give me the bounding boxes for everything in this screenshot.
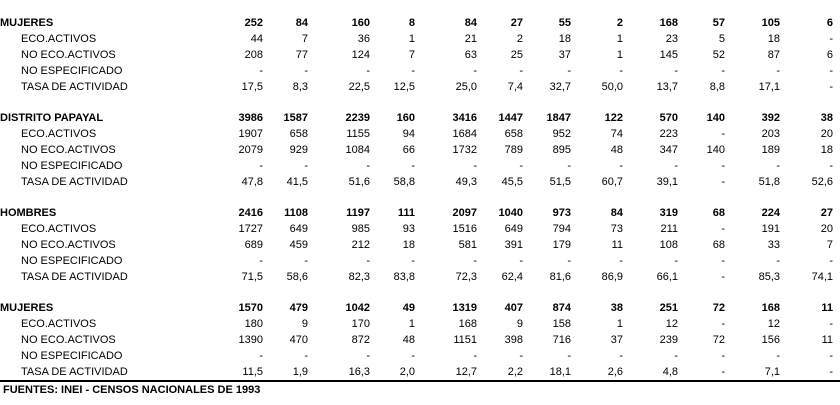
census-table xyxy=(0,15,833,380)
cell-value: 179 xyxy=(552,239,571,251)
cell-value: 2416 xyxy=(238,207,263,219)
cell-value: 36 xyxy=(357,33,370,45)
cell-value: 41,5 xyxy=(286,176,308,188)
cell-value: 2,0 xyxy=(399,366,415,378)
cell-value: - xyxy=(721,65,725,77)
cell-value: 459 xyxy=(289,239,308,251)
cell-value: 21 xyxy=(464,33,477,45)
cell-value: 51,6 xyxy=(348,176,370,188)
cell-value: 3416 xyxy=(452,112,477,124)
table-row xyxy=(0,15,833,31)
cell-value: 32,7 xyxy=(549,81,571,93)
cell-value: 1847 xyxy=(546,112,571,124)
table-row xyxy=(0,142,833,158)
cell-value: 1447 xyxy=(498,112,523,124)
cell-value: 8,8 xyxy=(709,81,725,93)
cell-value: - xyxy=(304,255,308,267)
row-label: ECO.ACTIVOS xyxy=(21,318,97,330)
cell-value: - xyxy=(674,65,678,77)
cell-value: 16,3 xyxy=(348,366,370,378)
cell-value: 11 xyxy=(611,239,623,251)
cell-value: 191 xyxy=(761,223,780,235)
cell-value: 48 xyxy=(610,144,623,156)
cell-value: 2097 xyxy=(452,207,477,219)
cell-value: 81,6 xyxy=(549,271,571,283)
cell-value: 145 xyxy=(659,49,678,61)
cell-value: 203 xyxy=(761,128,780,140)
table-row xyxy=(0,253,833,269)
cell-value: 74,1 xyxy=(811,271,833,283)
cell-value: 1 xyxy=(616,318,623,330)
cell-value: 37 xyxy=(558,49,571,61)
cell-value: - xyxy=(366,255,370,267)
cell-value: 2,6 xyxy=(607,366,623,378)
cell-value: 168 xyxy=(761,302,780,314)
spacer-cell xyxy=(0,285,833,300)
cell-value: 13,7 xyxy=(656,81,678,93)
cell-value: - xyxy=(829,255,833,267)
cell-value: - xyxy=(776,350,780,362)
cell-value: 87 xyxy=(767,49,780,61)
cell-value: - xyxy=(411,160,415,172)
cell-value: 63 xyxy=(464,49,477,61)
cell-value: 12 xyxy=(767,318,780,330)
cell-value: 1319 xyxy=(452,302,477,314)
cell-value: 60,7 xyxy=(601,176,623,188)
cell-value: 407 xyxy=(504,302,523,314)
cell-value: 2 xyxy=(616,17,623,29)
cell-value: 160 xyxy=(396,112,415,124)
row-label: NO ESPECIFICADO xyxy=(21,255,123,267)
cell-value: 17,5 xyxy=(241,81,263,93)
cell-value: 1587 xyxy=(283,112,308,124)
cell-value: 11 xyxy=(821,334,833,346)
cell-value: 160 xyxy=(351,17,370,29)
cell-value: 479 xyxy=(289,302,308,314)
cell-value: 224 xyxy=(761,207,780,219)
cell-value: 84 xyxy=(610,207,623,219)
cell-value: 62,4 xyxy=(501,271,523,283)
cell-value: 9 xyxy=(301,318,308,330)
cell-value: 1108 xyxy=(284,207,308,219)
cell-value: 2239 xyxy=(345,112,370,124)
cell-value: 239 xyxy=(659,334,678,346)
cell-value: 12 xyxy=(665,318,678,330)
cell-value: 1040 xyxy=(498,207,523,219)
cell-value: 252 xyxy=(244,17,263,29)
cell-value: 12,5 xyxy=(393,81,415,93)
table-row xyxy=(0,31,833,47)
cell-value: 140 xyxy=(706,112,725,124)
cell-value: 1516 xyxy=(452,223,477,235)
cell-value: 872 xyxy=(351,334,370,346)
cell-value: - xyxy=(721,271,725,283)
cell-value: 208 xyxy=(244,49,263,61)
cell-value: - xyxy=(519,255,523,267)
cell-value: 105 xyxy=(761,17,780,29)
cell-value: 74 xyxy=(610,128,623,140)
cell-value: 51,8 xyxy=(758,176,780,188)
table-row xyxy=(0,110,833,126)
cell-value: 689 xyxy=(244,239,263,251)
cell-value: 93 xyxy=(402,223,415,235)
spacer-row xyxy=(0,285,833,300)
cell-value: 72,3 xyxy=(455,271,477,283)
row-label: DISTRITO PAPAYAL xyxy=(0,112,104,124)
spacer-cell xyxy=(0,95,833,110)
row-label: TASA DE ACTIVIDAD xyxy=(21,81,128,93)
cell-value: - xyxy=(776,65,780,77)
cell-value: - xyxy=(304,350,308,362)
cell-value: 58,8 xyxy=(393,176,415,188)
cell-value: 12,7 xyxy=(455,366,477,378)
cell-value: 82,3 xyxy=(348,271,370,283)
cell-value: - xyxy=(304,65,308,77)
row-label: NO ECO.ACTIVOS xyxy=(21,144,116,156)
row-label: TASA DE ACTIVIDAD xyxy=(21,366,128,378)
row-label: HOMBRES xyxy=(0,207,57,219)
cell-value: 1155 xyxy=(346,128,370,140)
cell-value: 22,5 xyxy=(348,81,370,93)
spacer-row xyxy=(0,190,833,205)
cell-value: - xyxy=(721,350,725,362)
table-row xyxy=(0,300,833,316)
cell-value: - xyxy=(411,350,415,362)
cell-value: - xyxy=(259,255,263,267)
cell-value: 973 xyxy=(552,207,571,219)
cell-value: 581 xyxy=(458,239,477,251)
cell-value: - xyxy=(829,65,833,77)
cell-value: 68 xyxy=(712,239,725,251)
cell-value: 27 xyxy=(820,207,833,219)
row-label: MUJERES xyxy=(0,17,54,29)
cell-value: - xyxy=(829,318,833,330)
cell-value: 158 xyxy=(552,318,571,330)
cell-value: - xyxy=(829,350,833,362)
cell-value: 77 xyxy=(295,49,308,61)
cell-value: - xyxy=(567,350,571,362)
cell-value: 2,2 xyxy=(507,366,523,378)
cell-value: 85,3 xyxy=(758,271,780,283)
cell-value: 18 xyxy=(767,33,780,45)
cell-value: 2079 xyxy=(238,144,263,156)
table-row xyxy=(0,316,833,332)
cell-value: 789 xyxy=(504,144,523,156)
table-row xyxy=(0,348,833,364)
cell-value: 68 xyxy=(712,207,725,219)
cell-value: 398 xyxy=(504,334,523,346)
cell-value: 392 xyxy=(761,112,780,124)
cell-value: - xyxy=(259,350,263,362)
cell-value: 111 xyxy=(397,207,415,219)
cell-value: 1084 xyxy=(345,144,370,156)
cell-value: - xyxy=(473,160,477,172)
cell-value: 45,5 xyxy=(501,176,523,188)
cell-value: 2 xyxy=(516,33,523,45)
cell-value: 658 xyxy=(504,128,523,140)
cell-value: - xyxy=(721,318,725,330)
cell-value: 84 xyxy=(295,17,308,29)
cell-value: 52,6 xyxy=(811,176,833,188)
cell-value: 66 xyxy=(402,144,415,156)
cell-value: 649 xyxy=(504,223,523,235)
row-label: NO ECO.ACTIVOS xyxy=(21,334,116,346)
cell-value: - xyxy=(366,160,370,172)
cell-value: 72 xyxy=(712,302,725,314)
cell-value: 39,1 xyxy=(656,176,678,188)
cell-value: 1151 xyxy=(453,334,477,346)
footer-note xyxy=(0,380,840,397)
row-label: ECO.ACTIVOS xyxy=(21,223,97,235)
cell-value: 50,0 xyxy=(601,81,623,93)
cell-value: 51,5 xyxy=(549,176,571,188)
cell-value: 38 xyxy=(820,112,833,124)
table-row xyxy=(0,174,833,190)
cell-value: - xyxy=(674,160,678,172)
cell-value: - xyxy=(366,350,370,362)
cell-value: - xyxy=(473,350,477,362)
cell-value: - xyxy=(411,255,415,267)
cell-value: 140 xyxy=(706,144,725,156)
cell-value: 1907 xyxy=(238,128,263,140)
row-label: TASA DE ACTIVIDAD xyxy=(21,176,128,188)
table-row xyxy=(0,332,833,348)
cell-value: 1684 xyxy=(452,128,477,140)
table-row xyxy=(0,126,833,142)
cell-value: - xyxy=(619,160,623,172)
spacer-row xyxy=(0,95,833,110)
cell-value: 84 xyxy=(464,17,477,29)
cell-value: - xyxy=(776,255,780,267)
cell-value: 985 xyxy=(351,223,370,235)
cell-value: - xyxy=(259,160,263,172)
table-row xyxy=(0,269,833,285)
cell-value: - xyxy=(829,33,833,45)
row-label: MUJERES xyxy=(0,302,54,314)
cell-value: 470 xyxy=(289,334,308,346)
cell-value: 58,6 xyxy=(286,271,308,283)
cell-value: - xyxy=(259,65,263,77)
cell-value: - xyxy=(567,65,571,77)
cell-value: - xyxy=(721,160,725,172)
cell-value: - xyxy=(519,160,523,172)
cell-value: 11,5 xyxy=(242,366,263,378)
row-label: NO ECO.ACTIVOS xyxy=(21,239,116,251)
cell-value: - xyxy=(674,255,678,267)
cell-value: 1 xyxy=(408,33,415,45)
cell-value: 7 xyxy=(826,239,833,251)
cell-value: 27 xyxy=(510,17,523,29)
cell-value: 170 xyxy=(351,318,370,330)
cell-value: 18 xyxy=(402,239,415,251)
cell-value: 1,9 xyxy=(292,366,308,378)
cell-value: - xyxy=(721,223,725,235)
cell-value: 1197 xyxy=(346,207,370,219)
cell-value: 6 xyxy=(826,17,833,29)
cell-value: 189 xyxy=(761,144,780,156)
table-row xyxy=(0,79,833,95)
cell-value: 5 xyxy=(718,33,725,45)
cell-value: 25 xyxy=(510,49,523,61)
cell-value: - xyxy=(721,255,725,267)
cell-value: - xyxy=(721,128,725,140)
cell-value: 17,1 xyxy=(758,81,780,93)
cell-value: 122 xyxy=(604,112,623,124)
table-row xyxy=(0,221,833,237)
cell-value: 929 xyxy=(289,144,308,156)
cell-value: 8 xyxy=(408,17,415,29)
cell-value: 6 xyxy=(826,49,833,61)
cell-value: - xyxy=(829,366,833,378)
row-label: ECO.ACTIVOS xyxy=(21,128,97,140)
cell-value: 94 xyxy=(402,128,415,140)
cell-value: - xyxy=(829,81,833,93)
cell-value: 55 xyxy=(558,17,571,29)
cell-value: - xyxy=(619,255,623,267)
cell-value: 47,8 xyxy=(241,176,263,188)
cell-value: 37 xyxy=(610,334,623,346)
cell-value: 72 xyxy=(712,334,725,346)
cell-value: 716 xyxy=(552,334,571,346)
cell-value: 18 xyxy=(558,33,571,45)
cell-value: - xyxy=(567,160,571,172)
cell-value: - xyxy=(519,65,523,77)
cell-value: 66,1 xyxy=(656,271,678,283)
cell-value: - xyxy=(619,350,623,362)
cell-value: 952 xyxy=(552,128,571,140)
cell-value: 1 xyxy=(616,33,623,45)
cell-value: - xyxy=(366,65,370,77)
cell-value: 212 xyxy=(351,239,370,251)
table-row xyxy=(0,47,833,63)
cell-value: - xyxy=(411,65,415,77)
cell-value: 794 xyxy=(552,223,571,235)
row-label: NO ECO.ACTIVOS xyxy=(21,49,116,61)
source-text: FUENTES: INEI - CENSOS NACIONALES DE 1993 xyxy=(3,384,261,396)
cell-value: 7 xyxy=(408,49,415,61)
cell-value: - xyxy=(674,350,678,362)
cell-value: 319 xyxy=(659,207,678,219)
table-row xyxy=(0,237,833,253)
cell-value: 4,8 xyxy=(662,366,678,378)
row-label: NO ESPECIFICADO xyxy=(21,65,123,77)
cell-value: 86,9 xyxy=(601,271,623,283)
table-row xyxy=(0,63,833,79)
cell-value: 7,1 xyxy=(764,366,780,378)
cell-value: 8,3 xyxy=(292,81,308,93)
cell-value: 1732 xyxy=(452,144,477,156)
cell-value: - xyxy=(776,160,780,172)
cell-value: 156 xyxy=(761,334,780,346)
cell-value: 649 xyxy=(289,223,308,235)
cell-value: 83,8 xyxy=(393,271,415,283)
cell-value: 20 xyxy=(820,128,833,140)
cell-value: 895 xyxy=(552,144,571,156)
cell-value: 20 xyxy=(820,223,833,235)
cell-value: 570 xyxy=(659,112,678,124)
cell-value: 3986 xyxy=(238,112,263,124)
table-row xyxy=(0,205,833,221)
cell-value: 57 xyxy=(712,17,725,29)
cell-value: 251 xyxy=(659,302,678,314)
cell-value: - xyxy=(721,176,725,188)
cell-value: 1390 xyxy=(238,334,263,346)
cell-value: 11 xyxy=(821,302,833,314)
cell-value: - xyxy=(473,65,477,77)
cell-value: 25,0 xyxy=(455,81,477,93)
cell-value: 124 xyxy=(351,49,370,61)
row-label: NO ESPECIFICADO xyxy=(21,160,123,172)
cell-value: 1570 xyxy=(238,302,263,314)
row-label: TASA DE ACTIVIDAD xyxy=(21,271,128,283)
cell-value: 71,5 xyxy=(241,271,263,283)
cell-value: 23 xyxy=(665,33,678,45)
cell-value: 874 xyxy=(552,302,571,314)
cell-value: 52 xyxy=(712,49,725,61)
cell-value: 391 xyxy=(504,239,523,251)
cell-value: 168 xyxy=(458,318,477,330)
cell-value: 7 xyxy=(301,33,308,45)
cell-value: - xyxy=(519,350,523,362)
cell-value: 38 xyxy=(610,302,623,314)
cell-value: 49 xyxy=(402,302,415,314)
cell-value: 1 xyxy=(408,318,415,330)
row-label: NO ESPECIFICADO xyxy=(21,350,123,362)
cell-value: 33 xyxy=(767,239,780,251)
cell-value: - xyxy=(829,160,833,172)
cell-value: 223 xyxy=(659,128,678,140)
cell-value: 108 xyxy=(659,239,678,251)
cell-value: 18,1 xyxy=(549,366,571,378)
cell-value: - xyxy=(473,255,477,267)
cell-value: 168 xyxy=(659,17,678,29)
cell-value: 1 xyxy=(616,49,623,61)
cell-value: 9 xyxy=(516,318,523,330)
cell-value: 18 xyxy=(820,144,833,156)
cell-value: 1042 xyxy=(345,302,370,314)
cell-value: 49,3 xyxy=(455,176,477,188)
cell-value: - xyxy=(304,160,308,172)
table-row xyxy=(0,158,833,174)
cell-value: 211 xyxy=(660,223,678,235)
row-label: ECO.ACTIVOS xyxy=(21,33,97,45)
cell-value: 180 xyxy=(244,318,263,330)
cell-value: 7,4 xyxy=(507,81,523,93)
cell-value: - xyxy=(619,65,623,77)
cell-value: - xyxy=(721,366,725,378)
cell-value: 347 xyxy=(659,144,678,156)
cell-value: 44 xyxy=(250,33,263,45)
cell-value: 48 xyxy=(402,334,415,346)
cell-value: 73 xyxy=(610,223,623,235)
cell-value: - xyxy=(567,255,571,267)
cell-value: 658 xyxy=(289,128,308,140)
spacer-cell xyxy=(0,190,833,205)
table-row xyxy=(0,364,833,380)
cell-value: 1727 xyxy=(238,223,263,235)
